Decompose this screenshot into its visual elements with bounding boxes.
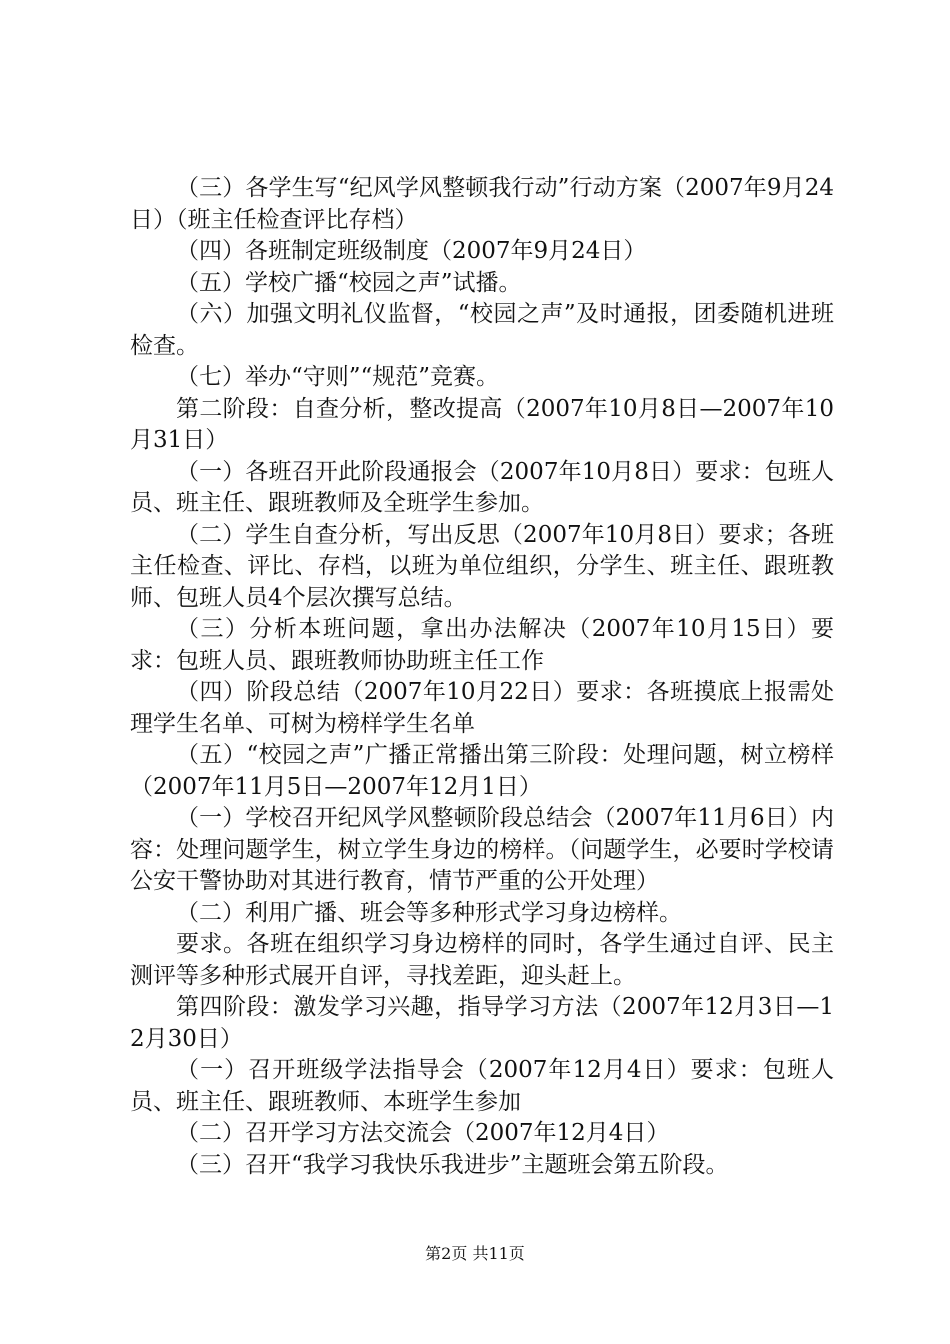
paragraph: （四）各班制定班级制度（2007年9月24日）	[176, 238, 647, 264]
paragraph: （一）召开班级学法指导会（2007年12月4日）要求：包班人员、班主任、跟班教师、本班学生参加	[130, 1057, 834, 1115]
paragraph: （二）学生自查分析，写出反思（2007年10月8日）要求；各班主任检查、评比、存档，以班为单位组织，分学生、班主任、跟班教师、包班人员4个层次撰写总结。	[130, 521, 834, 611]
paragraph: （六）加强文明礼仪监督，“校园之声”及时通报，团委随机进班检查。	[130, 301, 834, 359]
paragraph: （七）举办“守则”“规范”竞赛。	[176, 364, 500, 390]
paragraph: （一）各班召开此阶段通报会（2007年10月8日）要求：包班人员、班主任、跟班教师及全班学生参加。	[130, 458, 834, 516]
paragraph: （一）学校召开纪风学风整顿阶段总结会（2007年11月6日）内容：处理问题学生，树立学生身边的榜样。（问题学生，必要时学校请公安干警协助对其进行教育，情节严重的公开处理）	[130, 805, 834, 894]
paragraph: （四）阶段总结（2007年10月22日）要求：各班摸底上报需处理学生名单、可树为榜样学生名单	[130, 679, 834, 737]
paragraph: （三）分析本班问题，拿出办法解决（2007年10月15日）要求：包班人员、跟班教师协助班主任工作	[130, 616, 834, 674]
paragraph: 要求。各班在组织学习身边榜样的同时，各学生通过自评、民主测评等多种形式展开自评，寻找差距，迎头赶上。	[130, 931, 834, 989]
document-body	[130, 173, 834, 1181]
page-number-footer: 第2页 共11页	[425, 1244, 525, 1263]
paragraph: （二）利用广播、班会等多种形式学习身边榜样。	[176, 899, 682, 926]
section-heading: 第四阶段：激发学习兴趣，指导学习方法（2007年12月3日—12月30日）	[130, 994, 834, 1052]
section-heading: 第二阶段：自查分析，整改提高（2007年10月8日—2007年10月31日）	[130, 395, 834, 453]
paragraph: （五）学校广播“校园之声”试播。	[176, 269, 522, 296]
paragraph: （三）召开“我学习我快乐我进步”主题班会第五阶段。	[176, 1151, 729, 1178]
paragraph: （三）各学生写“纪风学风整顿我行动”行动方案（2007年9月24日）（班主任检查评比存档）	[130, 175, 834, 233]
paragraph: （二）召开学习方法交流会（2007年12月4日）	[176, 1120, 670, 1146]
paragraph: （五）“校园之声”广播正常播出第三阶段：处理问题，树立榜样（2007年11月5日—2007年12月1日）	[130, 742, 834, 800]
